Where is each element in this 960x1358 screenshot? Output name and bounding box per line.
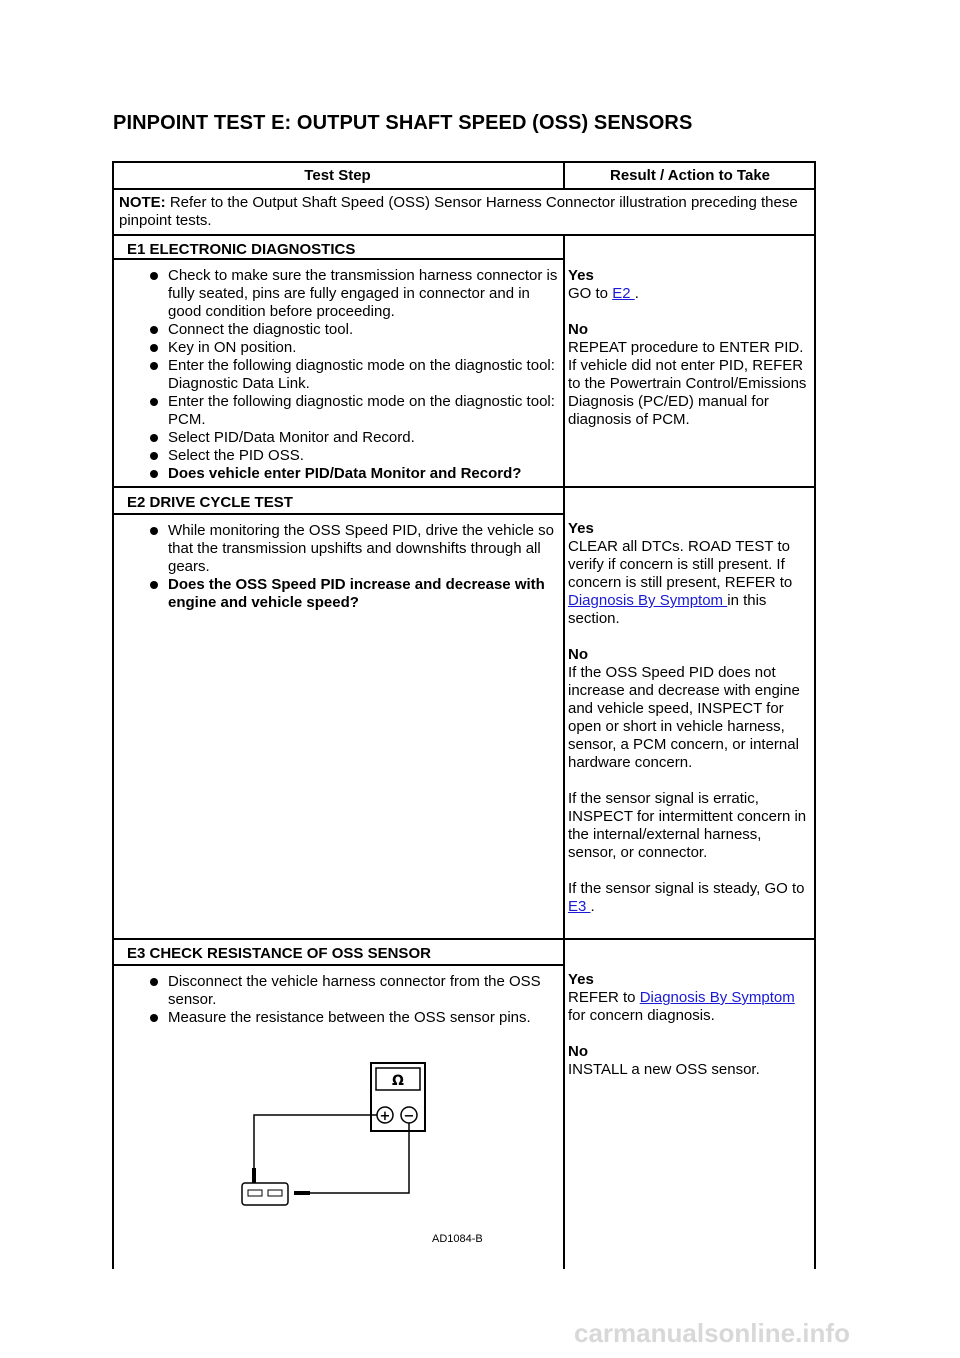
- e3-title-underline: [112, 964, 564, 966]
- plus-icon: +: [379, 1109, 391, 1124]
- bullet-icon: [150, 452, 158, 460]
- negative-lead: [302, 1123, 409, 1193]
- header-bottom: [112, 188, 816, 190]
- bullet-icon: [150, 1014, 158, 1022]
- list-item: Disconnect the vehicle harness connector from the OSS sensor.: [142, 973, 562, 1009]
- watermark: carmanualsonline.info: [574, 1318, 850, 1348]
- e3-steps: [142, 973, 562, 1027]
- bullet-icon: [150, 527, 158, 535]
- yes-label: Yes: [568, 267, 594, 284]
- list-item: Enter the following diagnostic mode on the diagnostic tool: PCM.: [142, 393, 558, 429]
- bullet-icon: [150, 344, 158, 352]
- bullet-icon: [150, 470, 158, 478]
- page-title: PINPOINT TEST E: OUTPUT SHAFT SPEED (OSS) SENSORS: [113, 112, 693, 134]
- negative-probe: [294, 1191, 310, 1195]
- bullet-icon: [150, 362, 158, 370]
- minus-icon: −: [403, 1109, 415, 1124]
- e2-title: E2 DRIVE CYCLE TEST: [127, 494, 293, 511]
- e3-no-text: INSTALL a new OSS sensor.: [568, 1061, 760, 1078]
- list-item: Select the PID OSS.: [142, 447, 558, 465]
- list-item: Enter the following diagnostic mode on the diagnostic tool: Diagnostic Data Link.: [142, 357, 558, 393]
- note-text: Refer to the Output Shaft Speed (OSS) Sensor Harness Connector illustration preceding these pinpoint tests.: [119, 194, 798, 229]
- list-item-question: Does the OSS Speed PID increase and decrease with engine and vehicle speed?: [142, 576, 558, 612]
- list-item: Connect the diagnostic tool.: [142, 321, 558, 339]
- header-test-step: Test Step: [304, 167, 371, 184]
- no-label: No: [568, 1043, 588, 1060]
- link-diagnosis-by-symptom[interactable]: Diagnosis By Symptom: [639, 989, 795, 1006]
- e1-steps: [142, 267, 558, 483]
- e2-no-text-1: If the OSS Speed PID does not increase and decrease with engine and vehicle speed, INSPECT for open or short in vehicle harness, sensor, a PCM concern, or internal hardware concern.: [568, 664, 800, 771]
- e2-title-underline: [112, 513, 564, 515]
- column-divider-body: [563, 235, 565, 1269]
- yes-label: Yes: [568, 520, 594, 537]
- positive-lead: [254, 1115, 377, 1174]
- no-label: No: [568, 646, 588, 663]
- e1-result: Yes GO to E2 . No REPEAT procedure to ENTER PID. If vehicle did not enter PID, REFER to the Powertrain Control/Emissions Diagnosis (PC/ED) manual for diagnosis of PCM.: [568, 267, 812, 429]
- bullet-icon: [150, 581, 158, 589]
- bullet-icon: [150, 434, 158, 442]
- note-label: NOTE:: [119, 194, 166, 211]
- e2-bottom: [112, 938, 816, 940]
- list-item: Select PID/Data Monitor and Record.: [142, 429, 558, 447]
- e1-title: E1 ELECTRONIC DIAGNOSTICS: [127, 241, 356, 258]
- bullet-icon: [150, 272, 158, 280]
- table-border-right: [814, 161, 816, 1269]
- list-item: Check to make sure the transmission harness connector is fully seated, pins are fully engaged in connector and in good condition before proceeding.: [142, 267, 558, 321]
- link-diagnosis-by-symptom[interactable]: Diagnosis By Symptom: [568, 592, 728, 609]
- e2-result: Yes CLEAR all DTCs. ROAD TEST to verify if concern is still present. If concern is still present, REFER to Diagnosis By Symptom in this section. No If the OSS Speed PID does not increase and decrease with engine and vehicle speed, INSPECT for open or short in vehicle harness, sensor, a PCM concern, or internal hardware concern. If the sensor signal is erratic, INSPECT for intermittent concern in the internal/external harness, sensor, or connector. If the sensor signal is steady, GO to E3 .: [568, 520, 812, 916]
- list-item: Measure the resistance between the OSS sensor pins.: [142, 1009, 562, 1027]
- connector-pin: [248, 1190, 262, 1196]
- link-e3[interactable]: E3: [568, 898, 591, 915]
- no-label: No: [568, 321, 588, 338]
- header-result: Result / Action to Take: [609, 167, 771, 184]
- e1-bottom: [112, 486, 816, 488]
- e3-result: Yes REFER to Diagnosis By Symptom for concern diagnosis. No INSTALL a new OSS sensor.: [568, 971, 812, 1079]
- yes-label: Yes: [568, 971, 594, 988]
- e1-no-text: REPEAT procedure to ENTER PID. If vehicle did not enter PID, REFER to the Powertrain Control/Emissions Diagnosis (PC/ED) manual for diagnosis of PCM.: [568, 339, 807, 428]
- ohm-icon: Ω: [392, 1073, 404, 1089]
- note-row: [119, 194, 809, 230]
- e3-title: E3 CHECK RESISTANCE OF OSS SENSOR: [127, 945, 431, 962]
- list-item: While monitoring the OSS Speed PID, drive the vehicle so that the transmission upshifts and downshifts through all gears.: [142, 522, 558, 576]
- ohmmeter-diagram: [232, 1056, 492, 1256]
- bullet-icon: [150, 978, 158, 986]
- list-item: Key in ON position.: [142, 339, 558, 357]
- bullet-icon: [150, 398, 158, 406]
- table-border-left: [112, 161, 114, 1269]
- figure-code: AD1084-B: [432, 1233, 483, 1245]
- list-item-question: Does vehicle enter PID/Data Monitor and Record?: [142, 465, 558, 483]
- e2-no-text-2: If the sensor signal is erratic, INSPECT for intermittent concern in the internal/external harness, sensor, or connector.: [568, 790, 807, 861]
- table-border-top: [112, 161, 816, 163]
- bullet-icon: [150, 326, 158, 334]
- e2-steps: [142, 522, 558, 612]
- note-bottom: [112, 234, 816, 236]
- connector-pin: [268, 1190, 282, 1196]
- link-e2[interactable]: E2: [612, 285, 635, 302]
